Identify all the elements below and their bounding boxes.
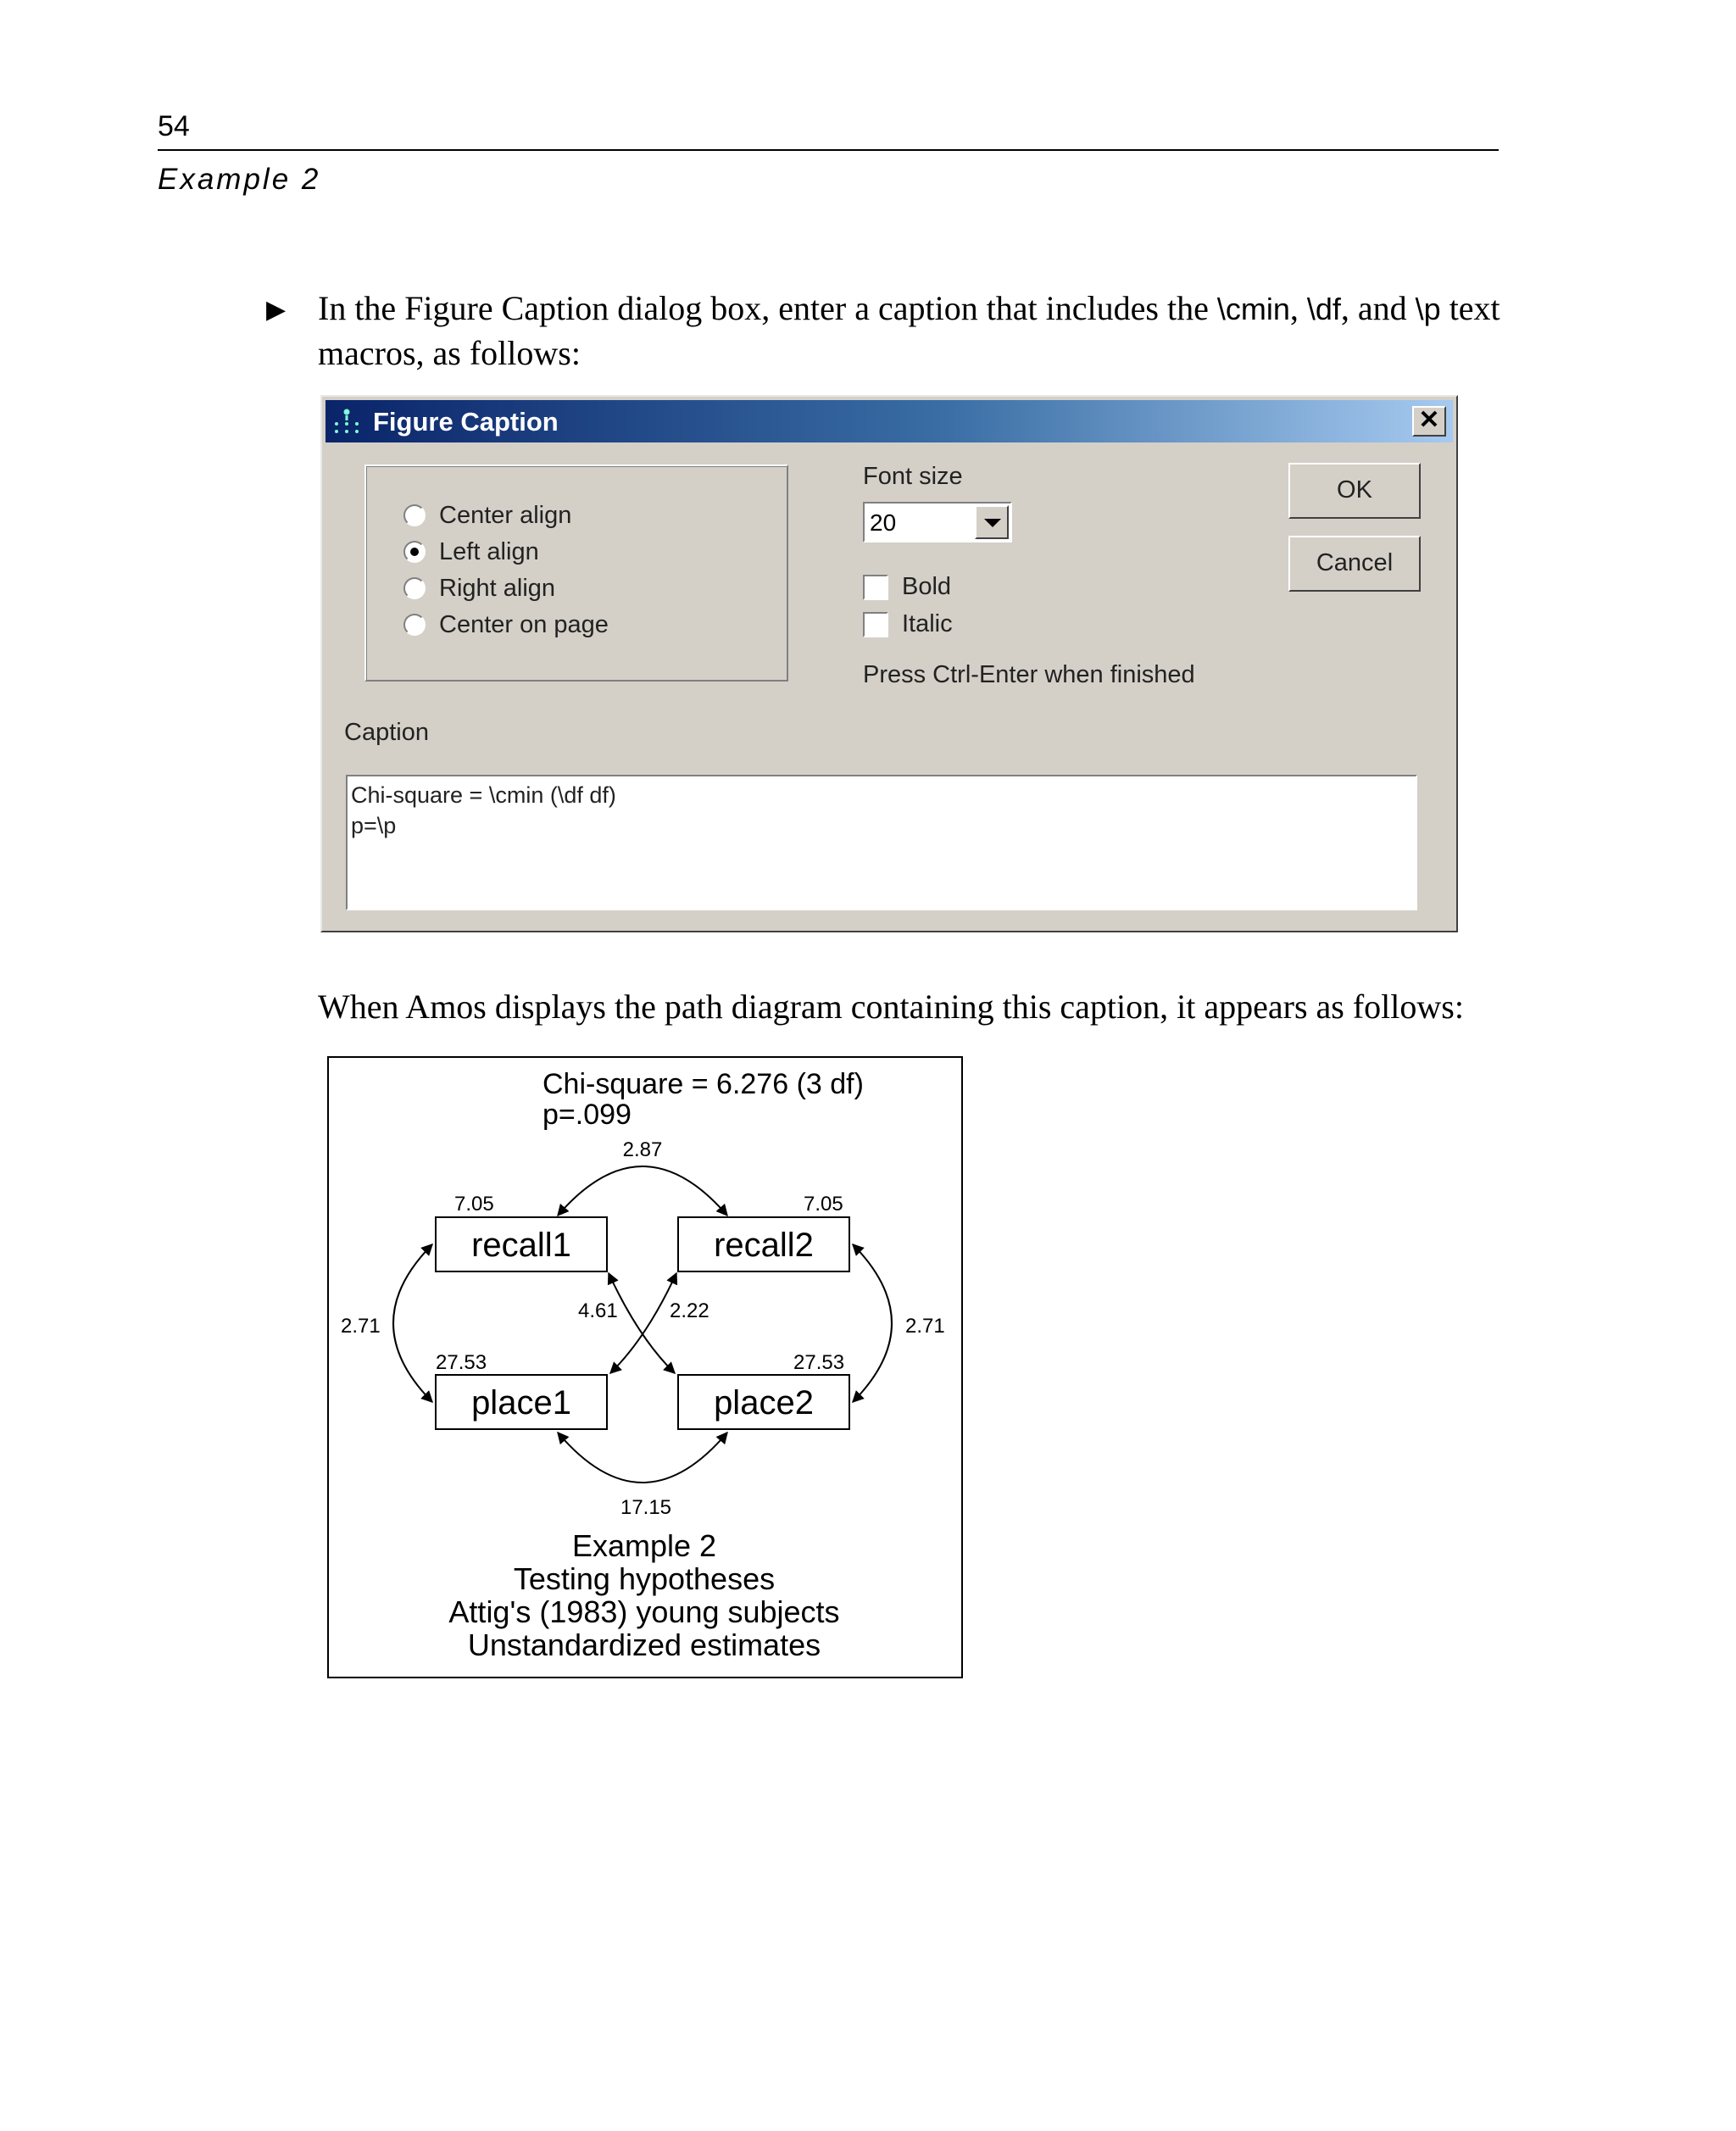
font-size-select[interactable]	[863, 502, 1012, 542]
alignment-group	[364, 465, 788, 682]
diagram-footer-3: Attig's (1983) young subjects	[448, 1594, 840, 1629]
ok-button[interactable]: OK	[1288, 463, 1421, 519]
path-diagram-svg	[329, 1058, 961, 1677]
font-size-label: Font size	[863, 463, 963, 490]
cov-recall1-recall2-label: 2.87	[622, 1138, 663, 1161]
recall2-label: recall2	[714, 1227, 814, 1264]
radio-center-on-page[interactable]	[403, 609, 609, 640]
instruction-part: , and	[1340, 289, 1416, 327]
cov-recall2-place1-label: 2.22	[670, 1299, 709, 1322]
figure-caption-dialog	[320, 395, 1458, 932]
instruction-part: text macros, as follows:	[318, 289, 1500, 372]
paragraph-2: When Amos displays the path diagram containing this caption, it appears as follows:	[318, 988, 1464, 1026]
radio-label: Center on page	[439, 610, 609, 638]
radio-label: Center align	[439, 501, 572, 529]
caption-label: Caption	[344, 719, 429, 746]
recall2-variance: 7.05	[804, 1193, 843, 1216]
bold-label: Bold	[902, 573, 952, 600]
radio-label: Right align	[439, 574, 556, 602]
dialog-title: Figure Caption	[373, 407, 559, 437]
diagram-footer-2: Testing hypotheses	[513, 1561, 776, 1596]
place2-variance: 27.53	[793, 1351, 845, 1374]
macro-p: \p	[1415, 292, 1441, 326]
bold-checkbox[interactable]	[863, 575, 888, 600]
cov-recall1-place2	[609, 1273, 675, 1373]
path-diagram	[327, 1056, 963, 1678]
dialog-titlebar[interactable]	[326, 400, 1453, 442]
amos-app-icon	[332, 407, 361, 436]
cov-place1-place2	[558, 1433, 727, 1483]
cancel-button[interactable]: Cancel	[1288, 536, 1421, 592]
caption-textarea[interactable]: Chi-square = \cmin (\df df) p=\p	[346, 775, 1417, 910]
bullet-arrow-icon: ▶	[266, 296, 287, 324]
diagram-p-value: p=.099	[542, 1099, 632, 1131]
cov-recall2-place2	[853, 1244, 892, 1402]
radio-button[interactable]	[403, 541, 426, 563]
cov-recall1-place1	[393, 1244, 432, 1402]
recall1-variance: 7.05	[454, 1193, 494, 1216]
radio-label: Left align	[439, 537, 539, 565]
cov-recall1-recall2	[558, 1166, 727, 1216]
place2-label: place2	[714, 1384, 814, 1422]
radio-right-align[interactable]	[403, 573, 555, 604]
italic-label: Italic	[902, 610, 953, 637]
place1-variance: 27.53	[436, 1351, 487, 1374]
cov-recall2-place1	[610, 1273, 676, 1373]
instruction-part: ,	[1289, 289, 1307, 327]
cov-recall1-place2-label: 4.61	[578, 1299, 618, 1322]
diagram-footer-4: Unstandardized estimates	[467, 1627, 821, 1662]
radio-button[interactable]	[403, 614, 426, 636]
instruction-text	[318, 287, 1505, 376]
radio-center-align[interactable]	[403, 500, 571, 531]
page-number: 54	[158, 110, 190, 142]
radio-button[interactable]	[403, 577, 426, 599]
cov-recall1-place1-label: 2.71	[341, 1315, 381, 1338]
diagram-chi-square: Chi-square = 6.276 (3 df)	[542, 1068, 864, 1100]
italic-checkbox[interactable]	[863, 612, 888, 637]
cov-place1-place2-label: 17.15	[620, 1496, 672, 1519]
macro-df: \df	[1306, 292, 1341, 326]
diagram-footer-1: Example 2	[571, 1528, 717, 1563]
cov-recall2-place2-label: 2.71	[905, 1315, 945, 1338]
instruction-part: In the Figure Caption dialog box, enter a caption that includes the	[318, 289, 1217, 327]
chevron-down-icon[interactable]	[975, 505, 1009, 539]
header-rule	[158, 149, 1499, 151]
recall1-label: recall1	[471, 1227, 571, 1264]
radio-left-align[interactable]	[403, 537, 539, 567]
place1-label: place1	[471, 1384, 571, 1422]
macro-cmin: \cmin	[1216, 292, 1290, 326]
radio-button[interactable]	[403, 504, 426, 526]
font-size-value: 20	[870, 509, 897, 536]
hint-text: Press Ctrl-Enter when finished	[863, 661, 1195, 688]
running-head: Example 2	[158, 163, 321, 196]
close-button[interactable]: ✕	[1412, 406, 1446, 437]
